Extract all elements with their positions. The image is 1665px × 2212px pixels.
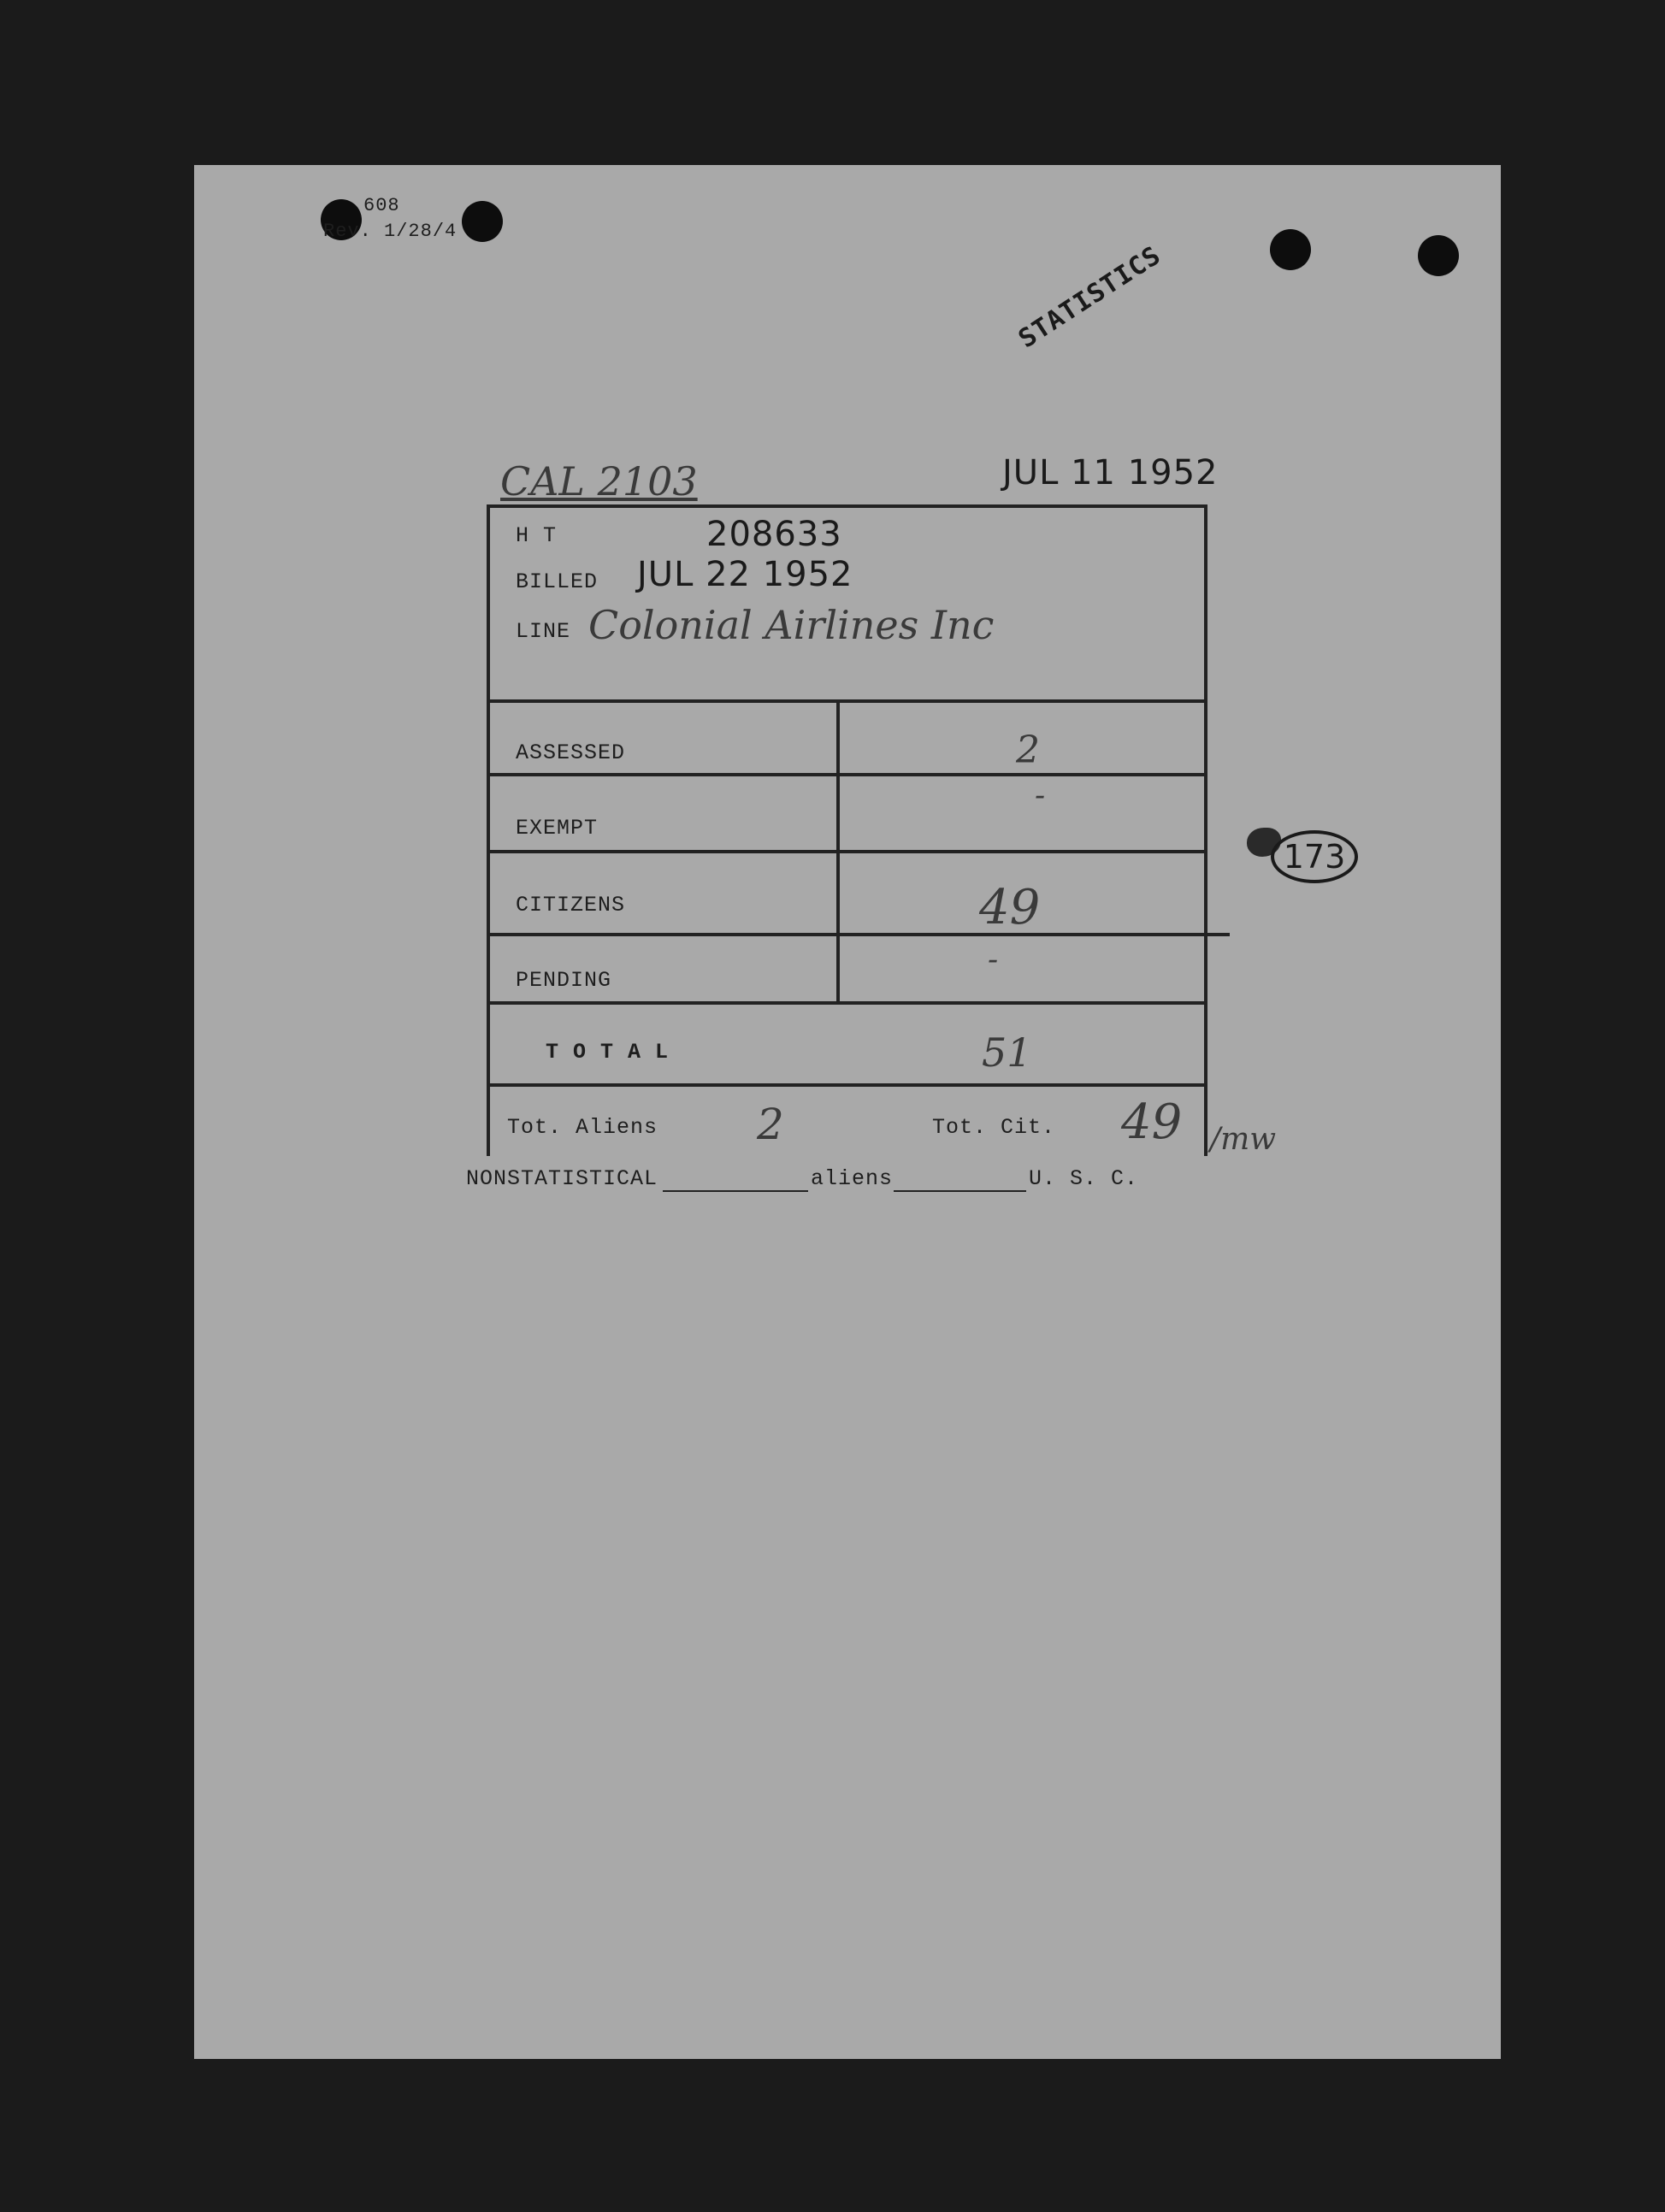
row-label-exempt: EXEMPT xyxy=(516,816,599,841)
total-divider xyxy=(490,1083,1204,1087)
aliens-label: aliens xyxy=(811,1166,894,1191)
punch-hole xyxy=(462,201,503,242)
form-revision: Rev. 1/28/4 xyxy=(323,221,458,242)
row-value-pending: - xyxy=(988,942,999,977)
nonstatistical-blank xyxy=(663,1190,808,1192)
row-value-citizens: 49 xyxy=(979,880,1041,935)
total-label: T O T A L xyxy=(546,1040,670,1065)
row-divider xyxy=(490,933,1230,936)
tot-cit-value: 49 xyxy=(1121,1094,1183,1150)
page-number-circle: 173 xyxy=(1271,830,1358,883)
billed-date: JUL 22 1952 xyxy=(637,555,853,594)
line-value: Colonial Airlines Inc xyxy=(588,602,995,648)
tot-aliens-value: 2 xyxy=(757,1100,784,1149)
statistics-form-box xyxy=(487,504,1207,1156)
row-label-citizens: CITIZENS xyxy=(516,893,626,917)
ht-number: 208633 xyxy=(706,515,842,554)
row-label-pending: PENDING xyxy=(516,968,612,993)
punch-hole xyxy=(1270,229,1311,270)
row-divider xyxy=(490,1001,1204,1005)
punch-hole xyxy=(1418,235,1459,276)
tot-cit-label: Tot. Cit. xyxy=(932,1115,1056,1140)
manifest-code: CAL 2103 xyxy=(500,458,698,504)
statistics-stamp: STATISTICS xyxy=(1013,240,1166,355)
total-value: 51 xyxy=(982,1029,1032,1076)
usc-label: U. S. C. xyxy=(1029,1166,1139,1191)
row-value-exempt: - xyxy=(1035,778,1046,813)
line-label: LINE xyxy=(516,619,571,644)
nonstatistical-label: NONSTATISTICAL xyxy=(466,1166,658,1191)
column-divider xyxy=(836,703,840,1004)
date-stamp: JUL 11 1952 xyxy=(1002,453,1219,493)
header-divider xyxy=(490,699,1204,703)
tot-aliens-label: Tot. Aliens xyxy=(507,1115,658,1140)
aliens-blank xyxy=(894,1190,1026,1192)
form-number: 608 xyxy=(363,195,400,216)
ht-label: H T xyxy=(516,523,558,548)
row-label-assessed: ASSESSED xyxy=(516,740,626,765)
billed-label: BILLED xyxy=(516,569,599,594)
row-value-assessed: 2 xyxy=(1016,728,1040,772)
initials: /mw xyxy=(1210,1122,1277,1157)
row-divider xyxy=(487,850,1204,853)
row-divider xyxy=(490,773,1204,776)
